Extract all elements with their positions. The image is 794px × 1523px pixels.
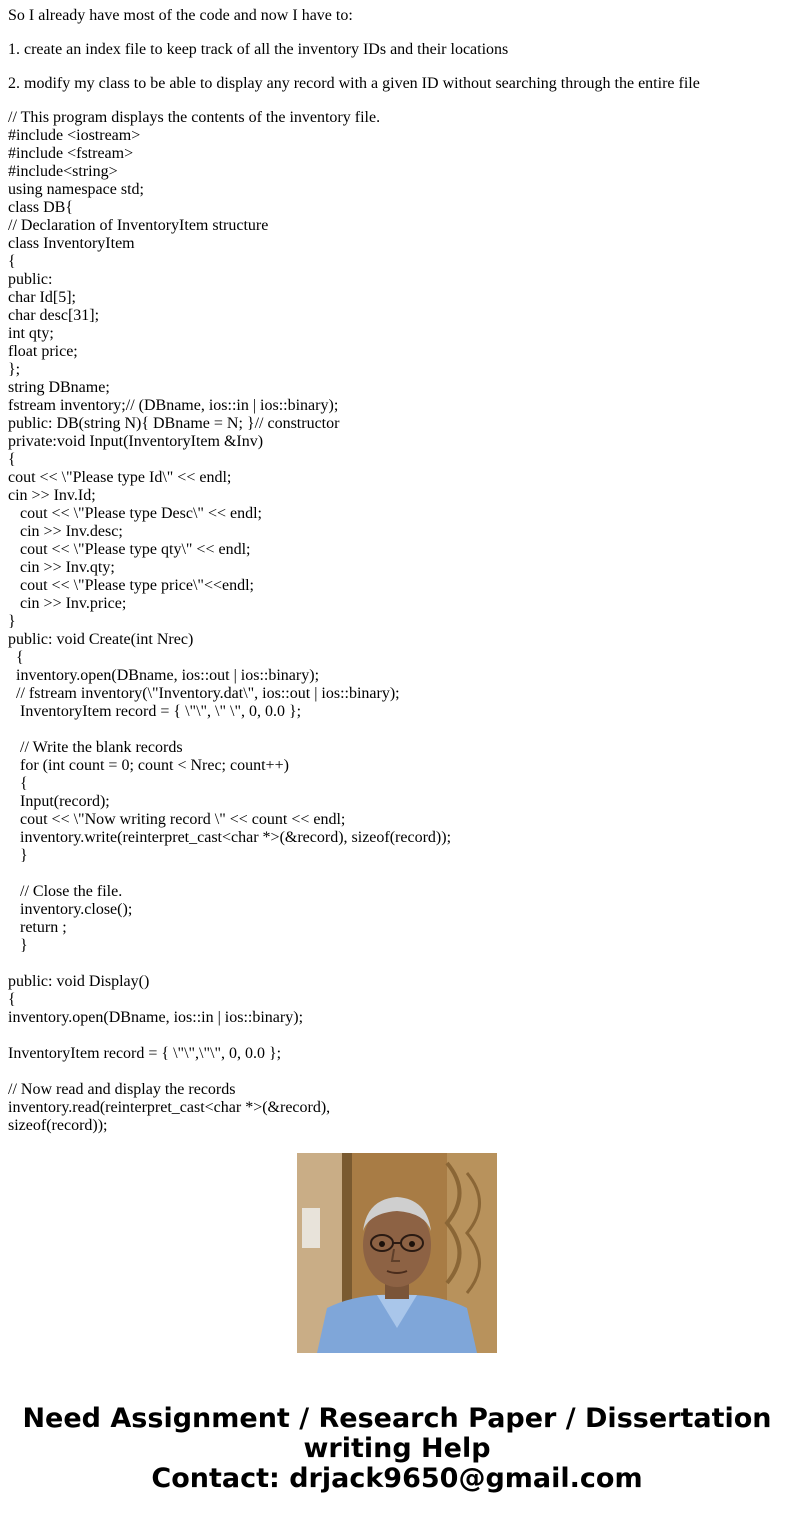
code-line: }	[8, 937, 28, 954]
code-line: {	[8, 451, 16, 468]
code-line: };	[8, 361, 21, 378]
code-line: InventoryItem record = { \"\", \" \", 0, 0.0 };	[8, 703, 302, 720]
code-line: cout << \"Please type qty\" << endl;	[8, 541, 251, 558]
code-line: Input(record);	[8, 793, 110, 810]
code-line	[8, 1063, 786, 1081]
code-line: {	[8, 775, 28, 792]
code-line: return ;	[8, 919, 67, 936]
promo-message	[0, 1404, 794, 1494]
code-line	[8, 721, 786, 739]
code-line: {	[8, 649, 24, 666]
promo-contact: Contact: drjack9650@gmail.com	[151, 1463, 643, 1494]
code-line: // This program displays the contents of the inventory file.	[8, 109, 381, 126]
code-line: class InventoryItem	[8, 235, 135, 252]
code-line: cout << \"Please type Id\" << endl;	[8, 469, 232, 486]
code-line: {	[8, 253, 16, 270]
code-line: char Id[5];	[8, 289, 76, 306]
code-line: fstream inventory;// (DBname, ios::in | ios::binary);	[8, 397, 339, 414]
code-line: int qty;	[8, 325, 54, 342]
code-line: }	[8, 847, 28, 864]
question-step-2: 2. modify my class to be able to display any record with a given ID without searching through the entire file	[8, 75, 700, 92]
code-line: // fstream inventory(\"Inventory.dat\", ios::out | ios::binary);	[8, 685, 400, 702]
code-line: float price;	[8, 343, 78, 360]
code-line: char desc[31];	[8, 307, 100, 324]
promo-section	[0, 1122, 794, 1523]
code-line: public: void Display()	[8, 973, 150, 990]
code-line: #include<string>	[8, 163, 118, 180]
code-line: class DB{	[8, 199, 74, 216]
code-line	[8, 955, 786, 973]
code-line: string DBname;	[8, 379, 110, 396]
code-line: cin >> Inv.qty;	[8, 559, 115, 576]
code-line: public: DB(string N){ DBname = N; }// constructor	[8, 415, 340, 432]
code-line: cin >> Inv.price;	[8, 595, 127, 612]
code-line: // Close the file.	[8, 883, 123, 900]
code-block	[8, 109, 786, 1135]
code-line: inventory.read(reinterpret_cast<char *>(&record),	[8, 1099, 331, 1116]
code-line: inventory.open(DBname, ios::out | ios::binary);	[8, 667, 320, 684]
code-line: // Declaration of InventoryItem structure	[8, 217, 269, 234]
code-line: inventory.open(DBname, ios::in | ios::binary);	[8, 1009, 304, 1026]
code-line: InventoryItem record = { \"\",\"\", 0, 0.0 };	[8, 1045, 282, 1062]
code-line: sizeof(record));	[8, 1117, 108, 1134]
code-line: {	[8, 991, 16, 1008]
code-line: public: void Create(int Nrec)	[8, 631, 194, 648]
code-line: cin >> Inv.desc;	[8, 523, 123, 540]
code-line: public:	[8, 271, 53, 288]
code-line: #include <iostream>	[8, 127, 141, 144]
promo-line-2: writing Help	[303, 1433, 491, 1464]
code-line: private:void Input(InventoryItem &Inv)	[8, 433, 264, 450]
code-line: cout << \"Please type price\"<<endl;	[8, 577, 254, 594]
code-line: for (int count = 0; count < Nrec; count++)	[8, 757, 289, 774]
code-line	[8, 1027, 786, 1045]
code-line: }	[8, 613, 16, 630]
code-line: inventory.write(reinterpret_cast<char *>(&record), sizeof(record));	[8, 829, 452, 846]
code-line: cin >> Inv.Id;	[8, 487, 96, 504]
code-line: // Now read and display the records	[8, 1081, 236, 1098]
portrait-image	[297, 1153, 497, 1353]
code-line: using namespace std;	[8, 181, 144, 198]
code-line: #include <fstream>	[8, 145, 134, 162]
promo-line-1: Need Assignment / Research Paper / Dissertation	[22, 1403, 772, 1434]
question-step-1: 1. create an index file to keep track of all the inventory IDs and their locations	[8, 41, 509, 58]
avatar	[297, 1153, 497, 1353]
code-line: inventory.close();	[8, 901, 133, 918]
question-intro: So I already have most of the code and now I have to:	[8, 7, 353, 24]
code-line	[8, 865, 786, 883]
code-line: // Write the blank records	[8, 739, 183, 756]
code-line: cout << \"Please type Desc\" << endl;	[8, 505, 262, 522]
code-line: cout << \"Now writing record \" << count << endl;	[8, 811, 346, 828]
